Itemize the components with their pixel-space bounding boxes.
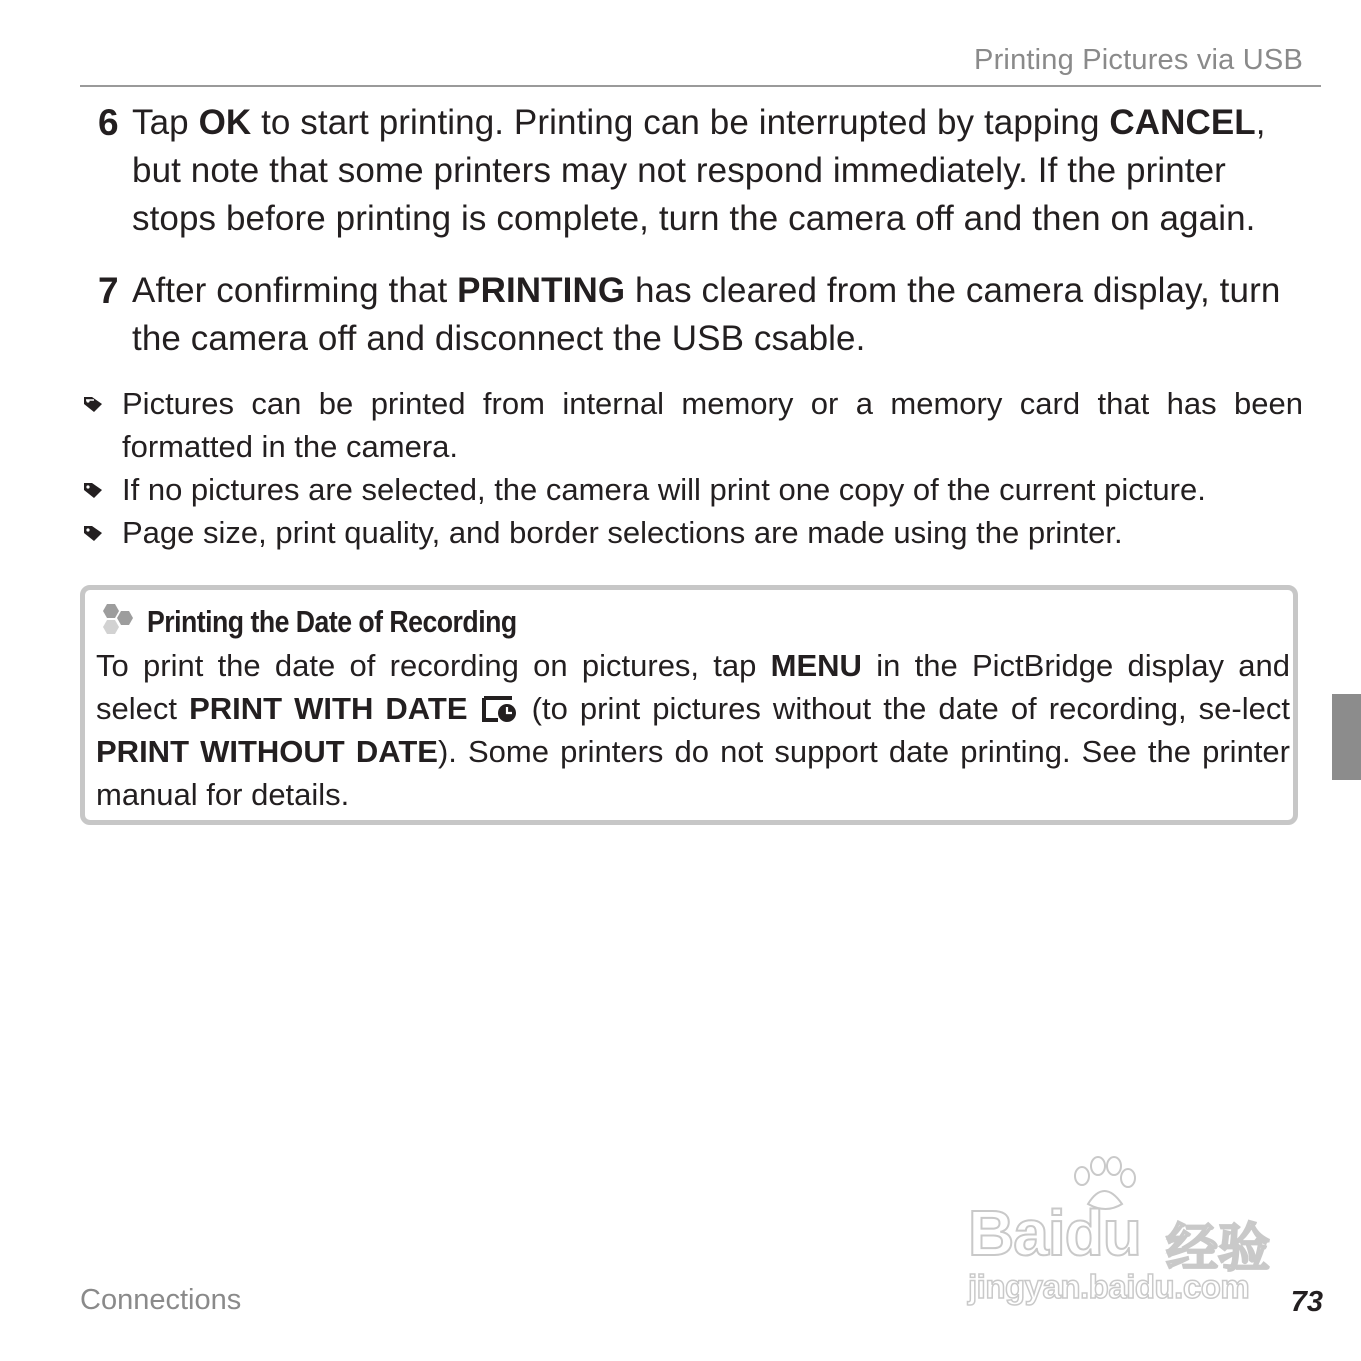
note-tag-icon [82,480,104,500]
ok-keyword: OK [198,103,252,142]
cancel-keyword: CANCEL [1109,103,1256,142]
step-text: Tap OK to start printing. Printing can be interrupted by tapping CANCEL, but note that some printers may not respond immediately. If the printer stops before printing is complete, turn the camera off and then on again. [132,103,1266,238]
watermark-url: jingyan.baidu.com [968,1268,1250,1305]
notes-list [80,382,1303,554]
step-7 [98,267,1303,363]
baidu-watermark [962,1150,1282,1310]
step-6 [98,99,1303,243]
header-divider [80,85,1321,87]
note-tag-icon [82,394,104,414]
printing-keyword: PRINTING [457,271,626,310]
tip-hexagons-icon [97,602,137,642]
print-without-date-keyword: PRINT WITHOUT DATE [96,734,438,769]
menu-keyword: MENU [770,648,862,683]
step-number: 7 [98,270,119,311]
memo-box [80,585,1298,825]
print-with-date-keyword: PRINT WITH DATE [189,691,468,726]
memo-text: To print the date of recording on pictures, tap MENU in the PictBridge display and select PRINT WITH DATE (to print pictures without the date of recording, se-lect PRINT WITHOUT DATE). Some printers do not support date printing. See the printer manual for details. [96,648,1290,812]
watermark-brand: Baidu [968,1197,1141,1269]
note-item: If no pictures are selected, the camera will print one copy of the current picture. [80,468,1303,511]
print-with-date-icon [482,695,518,723]
memo-header [97,602,577,642]
chapter-tab-marker [1332,694,1361,780]
step-number: 6 [98,102,119,143]
running-header: Printing Pictures via USB [974,44,1303,76]
watermark-cn: 经验 [1166,1220,1271,1278]
page-number: 73 [1290,1286,1323,1318]
note-item: Pictures can be printed from internal memory or a memory card that has been formatted in the camera. [80,382,1303,468]
step-text: After confirming that PRINTING has cleared from the camera display, turn the camera off and disconnect the USB csable. [132,271,1281,358]
memo-title: Printing the Date of Recording [147,604,517,639]
note-item: Page size, print quality, and border selections are made using the printer. [80,511,1303,554]
note-tag-icon [82,523,104,543]
footer-section-name: Connections [80,1284,242,1316]
